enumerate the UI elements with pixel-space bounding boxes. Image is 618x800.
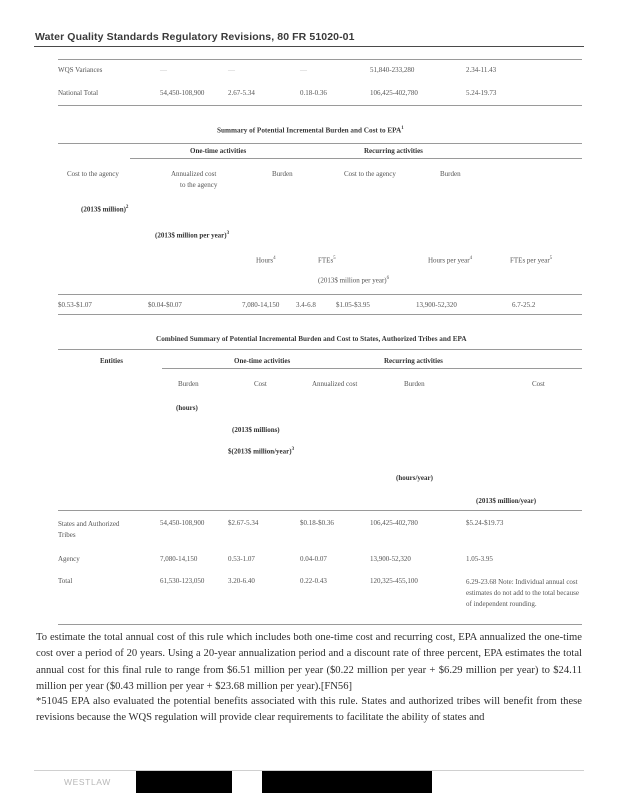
column-header-text: FTEs bbox=[318, 256, 334, 265]
column-header bbox=[256, 256, 276, 264]
column-header-text: Hours bbox=[256, 256, 274, 265]
table-cell: 0.22-0.43 bbox=[300, 577, 327, 585]
table-cell: 3.20-6.40 bbox=[228, 577, 255, 585]
footnote-ref: 4 bbox=[469, 256, 473, 261]
table2-caption bbox=[217, 126, 404, 134]
column-header: Cost to the agency bbox=[67, 170, 119, 178]
column-header: to the agency bbox=[180, 181, 218, 189]
footnote-ref: 6 bbox=[386, 276, 390, 281]
table-row-label: Total bbox=[58, 577, 73, 585]
table-cell: 6.7-25.2 bbox=[512, 301, 536, 309]
table-cell: 54,450-108,900 bbox=[160, 89, 205, 97]
footnote-ref: 3 bbox=[291, 447, 295, 452]
group-rule bbox=[162, 368, 582, 369]
table-cell: $0.53-$1.07 bbox=[58, 301, 92, 309]
unit-label: (hours/year) bbox=[396, 474, 433, 482]
group-header-one-time: One-time activities bbox=[190, 147, 247, 155]
table-cell: 3.4-6.8 bbox=[296, 301, 316, 309]
column-header: Burden bbox=[440, 170, 461, 178]
westlaw-brand: WESTLAW bbox=[64, 777, 111, 787]
footnote-ref: 1 bbox=[401, 126, 404, 131]
paragraph-total-annual-cost: To estimate the total annual cost of this rule which includes both one-time cost and recurring cost, EPA annualized the one-time cost over a period of 20 years. Using a 20-year annualization period and a discount rate of three percent, EPA estimates the total annual cost for this final rule to range from $6.51 million per year ($0.22 million per year + $6.29 million per year) to $24.11 million per year ($0.43 million per year + $23.68 million per year).[FN56] bbox=[36, 632, 582, 692]
footnote-ref: 5 bbox=[333, 256, 336, 261]
table-cell: $2.67-5.34 bbox=[228, 519, 259, 527]
unit-label: (2013$ millions) bbox=[232, 426, 280, 434]
table-cell: 106,425-402,780 bbox=[370, 519, 418, 527]
column-header-entities: Entities bbox=[100, 357, 123, 365]
table-cell: 61,530-123,050 bbox=[160, 577, 205, 585]
column-header bbox=[318, 256, 336, 264]
table2-caption-text: Summary of Potential Incremental Burden and Cost to EPA bbox=[217, 126, 402, 135]
table2-header-rule bbox=[58, 294, 582, 295]
column-header bbox=[510, 256, 552, 264]
table2-bottom-rule bbox=[58, 314, 582, 315]
header-rule bbox=[34, 46, 584, 47]
redaction-block bbox=[136, 771, 232, 793]
unit-label bbox=[318, 276, 389, 284]
table-cell: $0.04-$0.07 bbox=[148, 301, 182, 309]
table-cell: 0.18-0.36 bbox=[300, 89, 327, 97]
column-header-text: Hours per year bbox=[428, 256, 470, 265]
group-header-recurring: Recurring activities bbox=[384, 357, 443, 365]
group-rule bbox=[130, 158, 582, 159]
table-cell: 7,080-14,150 bbox=[242, 301, 280, 309]
table-cell: 1.05-3.95 bbox=[466, 555, 493, 563]
table-row-label: National Total bbox=[58, 89, 99, 97]
table-cell: 120,325-455,100 bbox=[370, 577, 418, 585]
column-header: Burden bbox=[178, 380, 199, 388]
unit-label: (hours) bbox=[176, 404, 198, 412]
table-cell: 13,900-52,320 bbox=[416, 301, 457, 309]
column-header: Cost to the agency bbox=[344, 170, 396, 178]
unit-text: $(2013$ million/year) bbox=[228, 447, 292, 456]
unit-text: (2013$ million per year) bbox=[155, 231, 227, 240]
table-cell: 5.24-19.73 bbox=[466, 89, 497, 97]
paragraph-benefits: *51045 EPA also evaluated the potential benefits associated with this rule. States and authorized tribes will benefit from these revisions because the WQS regulation will provide clear requirements to facilitate the ability of states and bbox=[36, 696, 582, 724]
document-title: Water Quality Standards Regulatory Revisions, 80 FR 51020-01 bbox=[35, 31, 355, 43]
table-cell: 51,840-233,280 bbox=[370, 66, 415, 74]
unit-label: (2013$ million/year) bbox=[476, 497, 537, 505]
column-header: Cost bbox=[254, 380, 267, 388]
column-header: Annualized cost bbox=[312, 380, 358, 388]
unit-label bbox=[228, 447, 294, 455]
table-cell: — bbox=[160, 66, 167, 74]
table-cell: — bbox=[228, 66, 235, 74]
table-cell: $5.24-$19.73 bbox=[466, 519, 504, 527]
footnote-ref: 5 bbox=[549, 256, 553, 261]
table1-top-rule bbox=[58, 59, 582, 60]
table-cell: $1.05-$3.95 bbox=[336, 301, 370, 309]
table-cell-note: 6.29-23.68 Note: Individual annual cost estimates do not add to the total because of independent rounding. bbox=[466, 578, 579, 608]
table3-header-rule bbox=[58, 510, 582, 511]
column-header: Burden bbox=[272, 170, 293, 178]
table-cell: 0.04-0.07 bbox=[300, 555, 327, 563]
table-cell: 0.53-1.07 bbox=[228, 555, 255, 563]
table3-bottom-rule bbox=[58, 624, 582, 625]
table3-caption: Combined Summary of Potential Incremental Burden and Cost to States, Authorized Tribes and EPA bbox=[156, 335, 467, 343]
table-cell: 2.34-11.43 bbox=[466, 66, 497, 74]
table-cell: $0.18-$0.36 bbox=[300, 519, 334, 527]
table-cell: — bbox=[300, 66, 307, 74]
column-header bbox=[428, 256, 472, 264]
table-row-label: WQS Variances bbox=[58, 66, 103, 74]
footnote-ref: 4 bbox=[273, 256, 276, 261]
footnote-ref: 2 bbox=[125, 205, 129, 210]
table1-bottom-rule bbox=[58, 105, 582, 106]
table-cell: 7,080-14,150 bbox=[160, 555, 198, 563]
table-cell: 54,450-108,900 bbox=[160, 519, 205, 527]
column-header: Cost bbox=[532, 380, 545, 388]
table-cell: 2.67-5.34 bbox=[228, 89, 255, 97]
column-header: Annualized cost bbox=[171, 170, 217, 178]
redaction-block bbox=[262, 771, 432, 793]
table-cell: 13,900-52,320 bbox=[370, 555, 411, 563]
table-row-label: Agency bbox=[58, 555, 80, 563]
group-header-one-time: One-time activities bbox=[234, 357, 291, 365]
footnote-ref: 3 bbox=[226, 231, 230, 236]
table-cell: 106,425-402,780 bbox=[370, 89, 418, 97]
unit-text: (2013$ million) bbox=[81, 205, 126, 214]
unit-label bbox=[81, 205, 128, 213]
table-row-label: States and Authorized Tribes bbox=[58, 520, 120, 539]
table2-top-rule bbox=[58, 143, 582, 144]
unit-text: (2013$ million per year) bbox=[318, 276, 387, 285]
table3-top-rule bbox=[58, 349, 582, 350]
group-header-recurring: Recurring activities bbox=[364, 147, 423, 155]
unit-label bbox=[155, 231, 229, 239]
column-header-text: FTEs per year bbox=[510, 256, 550, 265]
column-header: Burden bbox=[404, 380, 425, 388]
